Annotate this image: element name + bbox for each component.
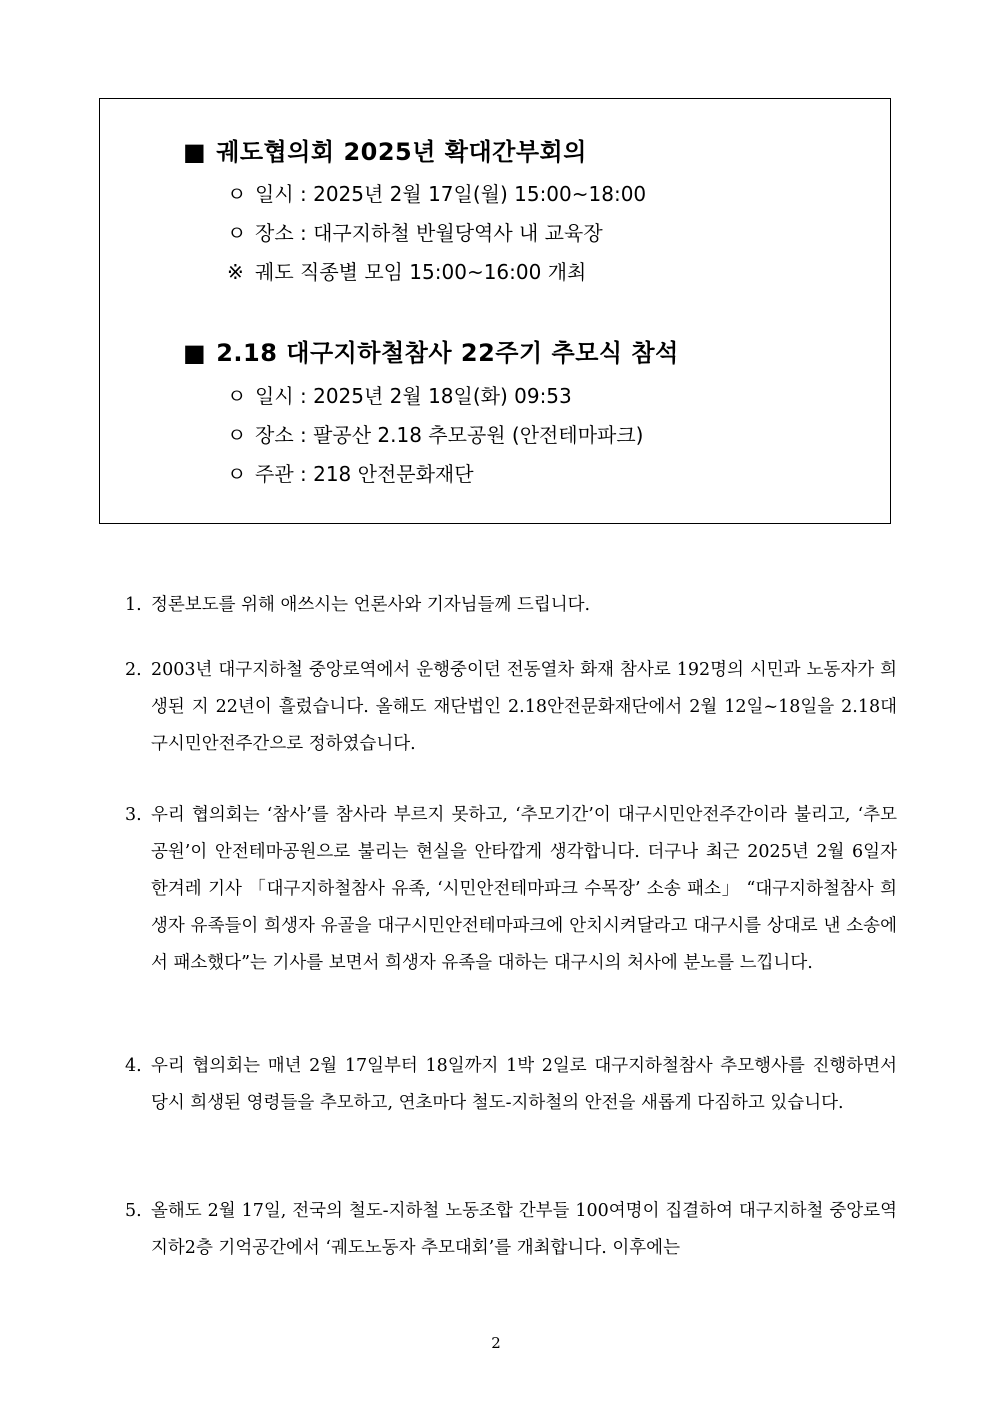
section-heading-2 bbox=[183, 338, 679, 368]
paragraph-1: 1. 정론보도를 위해 애쓰시는 언론사와 기자님들께 드립니다. bbox=[125, 595, 591, 615]
circle-bullet-icon: ㅇ bbox=[227, 182, 247, 206]
section-title-2: 2.18 대구지하철참사 22주기 추모식 참석 bbox=[216, 339, 679, 367]
reference-mark-icon: ※ bbox=[227, 260, 244, 284]
paragraph-2: 2. 2003년 대구지하철 중앙로역에서 운행중이던 전동열차 화재 참사로 192명의 시민과 노동자가 희생된 지 22년이 흘렀습니다. 올해도 재단법인 2.18안전문화재단에서 2월 12일~18일을 2.18대구시민안전주간으로 정하였습니다. bbox=[125, 660, 897, 754]
section2-item-host: ㅇ 주관 : 218 안전문화재단 bbox=[227, 462, 474, 486]
square-bullet-icon: ■ bbox=[183, 138, 207, 166]
section-title-1: 궤도협의회 2025년 확대간부회의 bbox=[216, 138, 587, 166]
section1-item-date: ㅇ 일시 : 2025년 2월 17일(월) 15:00~18:00 bbox=[227, 182, 647, 206]
paragraph-5: 5. 올해도 2월 17일, 전국의 철도-지하철 노동조합 간부들 100여명이 집결하여 대구지하철 중앙로역 지하2층 기억공간에서 ‘궤도노동자 추모대회’를 개최합니다. 이후에는 bbox=[125, 1201, 897, 1258]
section2-item-date: ㅇ 일시 : 2025년 2월 18일(화) 09:53 bbox=[227, 384, 572, 408]
circle-bullet-icon: ㅇ bbox=[227, 384, 247, 408]
paragraph-3: 3. 우리 협의회는 ‘참사’를 참사라 부르지 못하고, ‘추모기간’이 대구시민안전주간이라 불리고, ‘추모공원’이 안전테마공원으로 불리는 현실을 안타깝게 생각합니다. 더구나 최근 2025년 2월 6일자 한겨레 기사 「대구지하철참사 유족, ‘시민안전테마파크 수목장’ 소송 패소」 “대구지하철참사 희생자 유족들이 희생자 유골을 대구시민안전테마파크에 안치시켜달라고 대구시를 상대로 낸 소송에서 패소했다”는 기사를 보면서 희생자 유족을 대하는 대구시의 처사에 분노를 느낍니다. bbox=[125, 805, 897, 973]
section2-item-place: ㅇ 장소 : 팔공산 2.18 추모공원 (안전테마파크) bbox=[227, 423, 644, 447]
section-heading-1 bbox=[183, 137, 587, 167]
circle-bullet-icon: ㅇ bbox=[227, 462, 247, 486]
square-bullet-icon: ■ bbox=[183, 339, 207, 367]
circle-bullet-icon: ㅇ bbox=[227, 423, 247, 447]
section1-item-place: ㅇ 장소 : 대구지하철 반월당역사 내 교육장 bbox=[227, 221, 603, 245]
page-number: 2 bbox=[491, 1334, 501, 1352]
circle-bullet-icon: ㅇ bbox=[227, 221, 247, 245]
section1-item-note: ※ 궤도 직종별 모임 15:00~16:00 개최 bbox=[227, 260, 587, 284]
paragraph-4: 4. 우리 협의회는 매년 2월 17일부터 18일까지 1박 2일로 대구지하철참사 추모행사를 진행하면서 당시 희생된 영령들을 추모하고, 연초마다 철도-지하철의 안전을 새롭게 다짐하고 있습니다. bbox=[125, 1056, 897, 1113]
